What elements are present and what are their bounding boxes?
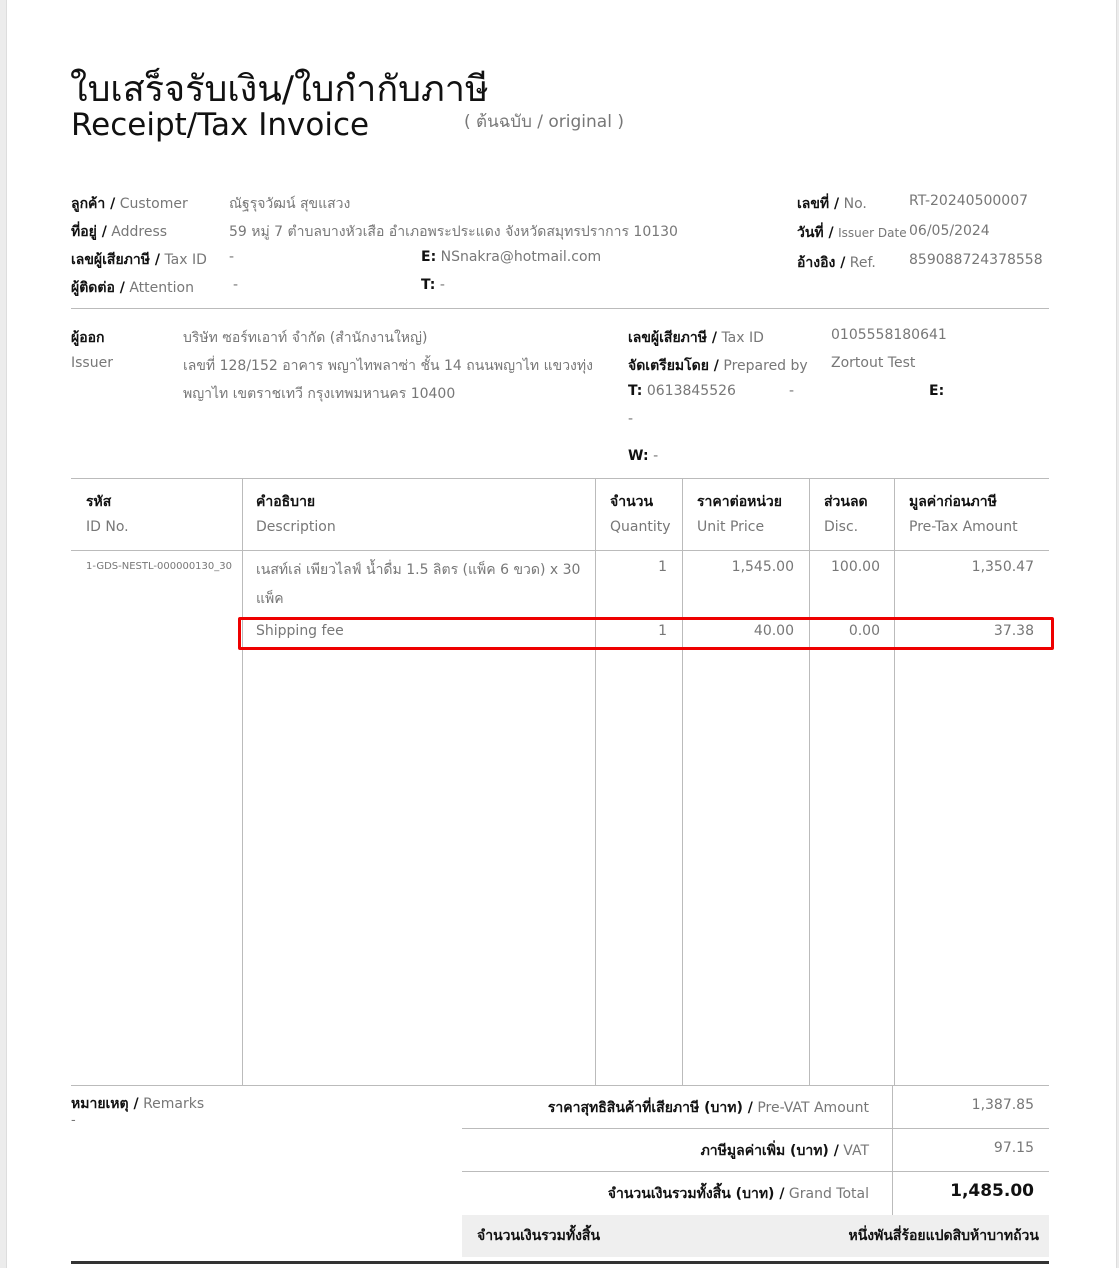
prepared-value: Zortout Test bbox=[831, 355, 916, 371]
row-qty: 1 bbox=[658, 559, 667, 575]
row-disc: 100.00 bbox=[831, 559, 880, 575]
customer-taxid-label: เลขผู้เสียภาษี / Tax ID bbox=[71, 252, 207, 268]
doc-no-value: RT-20240500007 bbox=[909, 193, 1029, 209]
customer-value: ณัฐรุจวัฒน์ สุขแสวง bbox=[229, 196, 351, 212]
row-disc: 0.00 bbox=[848, 623, 880, 639]
vat-label: ภาษีมูลค่าเพิ่ม (บาท) / VAT bbox=[700, 1143, 869, 1159]
attention-value: - bbox=[233, 277, 239, 293]
address-value: 59 หมู่ 7 ตำบลบางหัวเสือ อำเภอพระประแดง จังหวัดสมุทรปราการ 10130 bbox=[229, 224, 678, 240]
row-desc-line1: Shipping fee bbox=[256, 623, 344, 639]
totals-line bbox=[462, 1128, 1049, 1129]
header-price-th: ราคาต่อหน่วย bbox=[697, 494, 782, 510]
totals-divider bbox=[892, 1085, 893, 1215]
header-desc-th: คำอธิบาย bbox=[256, 494, 316, 510]
header-qty-th: จำนวน bbox=[610, 494, 654, 510]
attention-label: ผู้ติดต่อ / Attention bbox=[71, 280, 194, 296]
remarks-label: หมายเหตุ / Remarks bbox=[71, 1096, 205, 1112]
header-disc-th: ส่วนลด bbox=[824, 494, 868, 510]
column-divider bbox=[809, 478, 810, 1085]
amount-in-words-label: จำนวนเงินรวมทั้งสิ้น bbox=[477, 1228, 601, 1244]
column-divider bbox=[595, 478, 596, 1085]
issuer-tel-dash: - bbox=[789, 383, 795, 399]
issuer-web: W: - bbox=[628, 448, 659, 464]
header-price-en: Unit Price bbox=[697, 519, 765, 535]
table-header-border bbox=[71, 550, 1049, 551]
row-amount: 37.38 bbox=[993, 623, 1034, 639]
header-amount-en: Pre-Tax Amount bbox=[909, 519, 1018, 535]
customer-label: ลูกค้า / Customer bbox=[71, 196, 188, 212]
doc-ref-value: 859088724378558 bbox=[909, 252, 1043, 268]
divider bbox=[71, 308, 1049, 309]
vat-value: 97.15 bbox=[993, 1140, 1034, 1156]
customer-email: E: NSnakra@hotmail.com bbox=[421, 249, 602, 265]
issuer-label-en: Issuer bbox=[71, 355, 113, 371]
remarks-value: - bbox=[71, 1113, 76, 1128]
issuer-taxid-label: เลขผู้เสียภาษี / Tax ID bbox=[628, 330, 764, 346]
prevat-value: 1,387.85 bbox=[971, 1097, 1034, 1113]
document-page bbox=[6, 0, 1117, 1268]
issuer-address-line1: เลขที่ 128/152 อาคาร พญาไทพลาซ่า ชั้น 14 ถนนพญาไท แขวงทุ่ง bbox=[183, 358, 593, 374]
doc-ref-label: อ้างอิง / Ref. bbox=[797, 255, 876, 271]
header-id-en: ID No. bbox=[86, 519, 129, 535]
issuer-label-th: ผู้ออก bbox=[71, 330, 105, 346]
customer-tel: T: - bbox=[421, 277, 445, 293]
title-thai: ใบเสร็จรับเงิน/ใบกำกับภาษี bbox=[70, 69, 489, 110]
grand-total-label: จำนวนเงินรวมทั้งสิ้น (บาท) / Grand Total bbox=[607, 1186, 869, 1202]
row-amount: 1,350.47 bbox=[971, 559, 1034, 575]
doc-date-value: 06/05/2024 bbox=[909, 223, 990, 239]
column-divider bbox=[894, 478, 895, 1085]
prepared-label: จัดเตรียมโดย / Prepared by bbox=[628, 358, 808, 374]
issuer-tel: T: 0613845526 bbox=[628, 383, 736, 399]
row-desc-line2: แพ็ค bbox=[256, 591, 284, 607]
header-disc-en: Disc. bbox=[824, 519, 859, 535]
table-bottom-border bbox=[71, 1085, 1049, 1086]
copy-label: ( ต้นฉบับ / original ) bbox=[464, 112, 624, 132]
column-divider bbox=[682, 478, 683, 1085]
totals-line bbox=[462, 1171, 1049, 1172]
row-unit-price: 40.00 bbox=[753, 623, 794, 639]
issuer-taxid-value: 0105558180641 bbox=[831, 327, 947, 343]
amount-in-words-value: หนึ่งพันสี่ร้อยแปดสิบห้าบาทถ้วน bbox=[848, 1228, 1039, 1244]
header-desc-en: Description bbox=[256, 519, 336, 535]
title-english: Receipt/Tax Invoice bbox=[71, 107, 370, 143]
row-id: 1-GDS-NESTL-000000130_30 bbox=[86, 561, 232, 572]
grand-total-value: 1,485.00 bbox=[950, 1181, 1034, 1201]
issuer-email-label: E: bbox=[929, 383, 945, 399]
header-id-th: รหัส bbox=[86, 494, 112, 510]
issuer-address-line2: พญาไท เขตราชเทวี กรุงเทพมหานคร 10400 bbox=[183, 386, 456, 402]
highlight-box bbox=[238, 617, 1054, 650]
row-qty: 1 bbox=[658, 623, 667, 639]
footer-rule bbox=[71, 1261, 1049, 1264]
issuer-email-value: - bbox=[628, 411, 634, 427]
table-top-border bbox=[71, 478, 1049, 479]
row-desc-line1: เนสท์เล่ เพียวไลฟ์ น้ำดื่ม 1.5 ลิตร (แพ็ค 6 ขวด) x 30 bbox=[256, 562, 581, 578]
column-divider bbox=[242, 478, 243, 1085]
row-unit-price: 1,545.00 bbox=[731, 559, 794, 575]
issuer-name: บริษัท ซอร์ทเอาท์ จำกัด (สำนักงานใหญ่) bbox=[183, 330, 428, 346]
doc-date-label: วันที่ / Issuer Date bbox=[797, 225, 907, 241]
header-qty-en: Quantity bbox=[610, 519, 671, 535]
address-label: ที่อยู่ / Address bbox=[71, 224, 168, 240]
customer-taxid-value: - bbox=[229, 249, 235, 265]
header-amount-th: มูลค่าก่อนภาษี bbox=[909, 494, 997, 510]
prevat-label: ราคาสุทธิสินค้าที่เสียภาษี (บาท) / Pre-VAT Amount bbox=[547, 1100, 869, 1116]
doc-no-label: เลขที่ / No. bbox=[797, 196, 867, 212]
